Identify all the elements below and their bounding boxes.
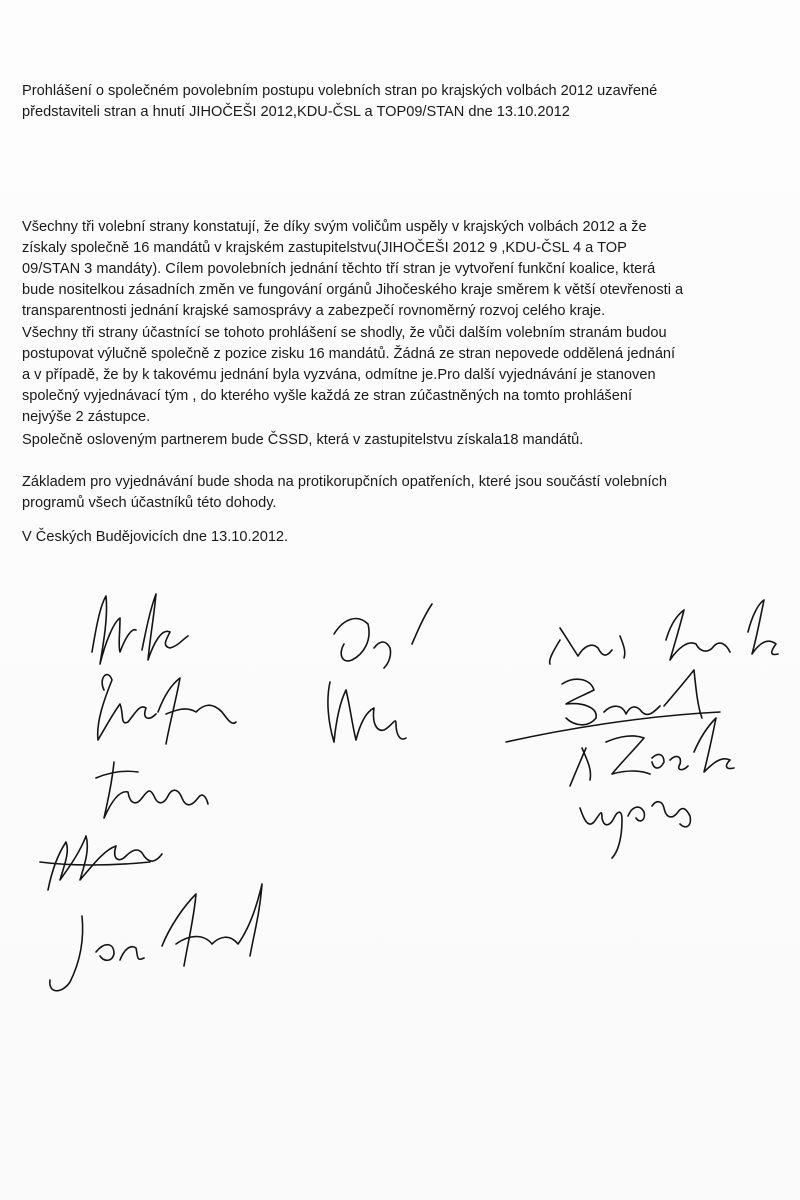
- title-line: představiteli stran a hnutí JIHOČEŠI 2012,KDU-ČSL a TOP09/STAN dne 13.10.2012: [22, 104, 570, 120]
- signature-5: [50, 884, 262, 991]
- signature-3: [96, 762, 208, 818]
- signature-4: [40, 836, 162, 890]
- paragraph-line: získaly společně 16 mandátů v krajském zastupitelstvu(JIHOČEŠI 2012 9 ,KDU-ČSL 4 a TOP: [22, 240, 627, 256]
- paragraph-line: 09/STAN 3 mandáty). Cílem povolebních jednání těchto tří stran je vytvoření funkční koalice, která: [22, 261, 656, 277]
- signature-1: [92, 594, 188, 664]
- paragraph-line: společný vyjednávací tým , do kterého vyšle každá ze stran zúčastněných na tomto prohlášení: [22, 388, 633, 404]
- signature-8: [550, 600, 778, 664]
- paragraph-line: transparentnosti jednání krajské samosprávy a zabezpečí rovnoměrný rozvoj celého kraje.: [22, 303, 606, 319]
- paragraph-line: bude nositelkou zásadních změn ve fungování orgánů Jihočeského kraje směrem k větší otevřenosti a: [22, 282, 684, 298]
- signature-9: [506, 670, 720, 742]
- title-line: Prohlášení o společném povolebním postupu volebních stran po krajských volbách 2012 uzavřené: [22, 83, 658, 99]
- paragraph-line: postupovat výlučně společně z pozice zisku 16 mandátů. Žádná ze stran nepovede oddělená jednání: [22, 346, 676, 362]
- signature-7: [328, 682, 406, 742]
- paragraph-line: Společně osloveným partnerem bude ČSSD, která v zastupitelstvu získala18 mandátů.: [22, 432, 584, 448]
- paragraph-line: Všechny tři volební strany konstatují, že díky svým voličům uspěly v krajských volbách 2012 a že: [22, 219, 647, 235]
- signature-6: [334, 604, 432, 668]
- paragraph-line: a v případě, že by k takovému jednání byla vyzvána, odmítne je.Pro další vyjednávání je stanoven: [22, 367, 656, 383]
- signature-11: [580, 802, 690, 858]
- paragraph-line: Základem pro vyjednávání bude shoda na protikorupčních opatřeních, které jsou součástí volebních: [22, 474, 667, 490]
- paragraph-line: V Českých Budějovicích dne 13.10.2012.: [22, 529, 289, 545]
- signature-10: [570, 718, 734, 786]
- paragraph-line: programů všech účastníků této dohody.: [22, 495, 277, 511]
- paragraph-line: nejvýše 2 zástupce.: [22, 409, 151, 425]
- signature-2: [98, 675, 236, 744]
- paragraph-line: Všechny tři strany účastnící se tohoto prohlášení se shodly, že vůči dalším volebním stranám budou: [22, 325, 667, 341]
